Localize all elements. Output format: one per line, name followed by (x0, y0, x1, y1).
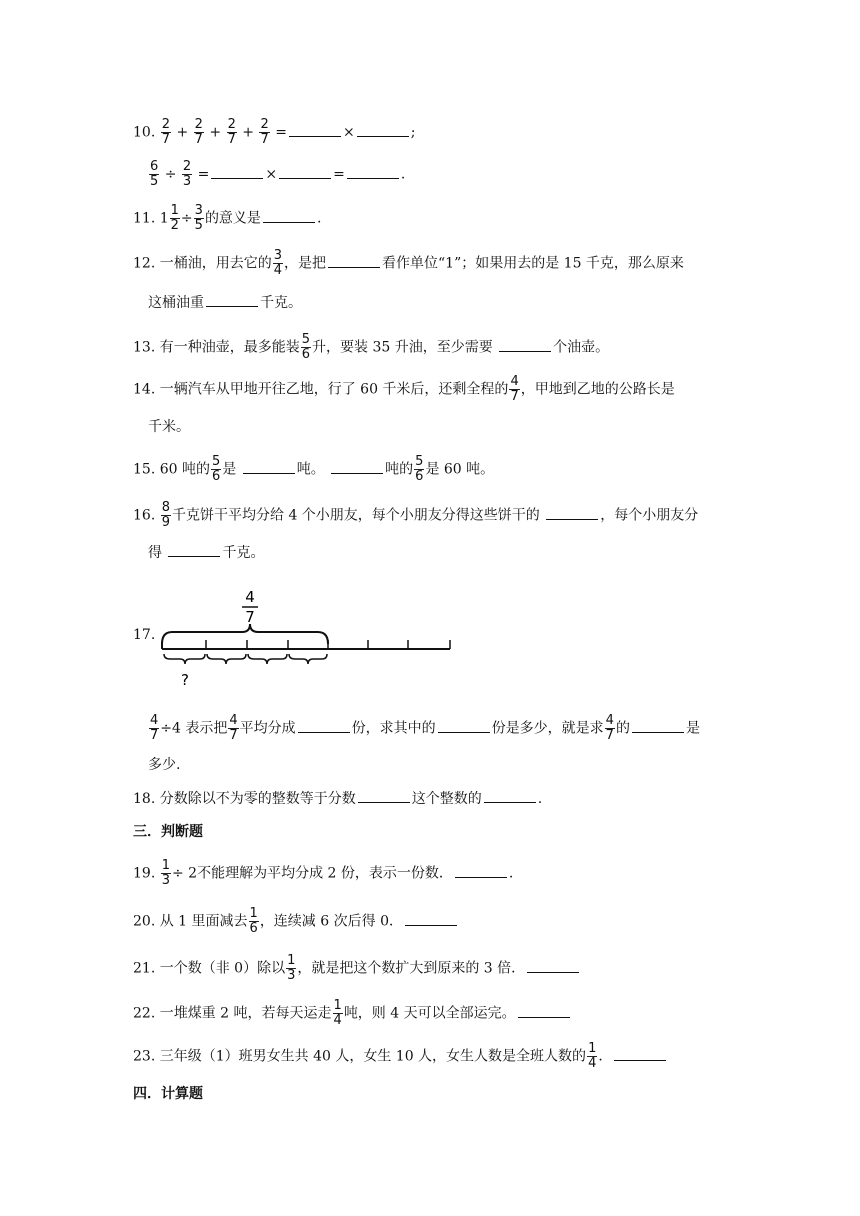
answer-blank[interactable] (347, 164, 399, 179)
fraction: $\frac{1}{4}$ (588, 1041, 597, 1071)
fraction: $\frac{2}{7}$ (260, 117, 269, 147)
answer-blank[interactable] (331, 459, 383, 474)
q17-number: 17. (133, 627, 156, 643)
answer-blank[interactable] (484, 788, 536, 803)
fraction: $\frac{4}{7}$ (510, 374, 519, 404)
q-number: 10. (133, 124, 156, 141)
fraction: $\frac{5}{6}$ (211, 454, 221, 484)
fraction: $\frac{1}{3}$ (287, 953, 296, 983)
answer-blank[interactable] (298, 718, 350, 733)
q14-line1: 14. 一辆汽车从甲地开往乙地，行了 60 千米后，还剩全程的 $\frac{4}{7}$ ，甲地到乙地的公路长是 (133, 374, 675, 404)
q19: 19. $\frac{1}{3}$ ÷ 2不能理解为平均分成 2 份，表示一份数． . (133, 858, 514, 888)
answer-blank[interactable] (357, 122, 409, 137)
q11: 11. 1 $\frac{1}{2}$ ÷ $\frac{3}{5}$ 的意义是 . (133, 203, 322, 233)
answer-blank[interactable] (206, 292, 258, 307)
answer-blank[interactable] (614, 1046, 666, 1061)
answer-blank[interactable] (263, 208, 315, 223)
answer-blank[interactable] (527, 958, 579, 973)
answer-blank[interactable] (455, 863, 507, 878)
top-brace (162, 624, 328, 644)
small-brace (164, 654, 205, 664)
answer-blank[interactable] (243, 459, 295, 474)
fraction: $\frac{4}{7}$ (229, 713, 238, 743)
segment-diagram (158, 582, 454, 692)
answer-blank[interactable] (518, 1003, 570, 1018)
q10-line2: $\frac{6}{5}$ ÷ $\frac{2}{3}$ = × = . (150, 159, 406, 189)
q21: 21. 一个数（非 0）除以 $\frac{1}{3}$ ，就是把这个数扩大到原来的 3 倍． (133, 954, 581, 983)
fraction: $\frac{5}{6}$ (415, 454, 424, 484)
answer-blank[interactable] (358, 788, 410, 803)
fraction: $\frac{2}{7}$ (194, 117, 203, 147)
fraction: $\frac{5}{6}$ (301, 332, 310, 362)
answer-blank[interactable] (328, 253, 380, 268)
fraction: $\frac{3}{4}$ (273, 248, 282, 278)
answer-blank[interactable] (438, 718, 490, 733)
q13: 13. 有一种油壶，最多能装 $\frac{5}{6}$ 升，要装 35 升油，至少需要 个油壶。 (133, 332, 610, 362)
small-brace (289, 654, 327, 664)
fraction: $\frac{6}{5}$ (150, 159, 159, 189)
q17-line1: $\frac{4}{7}$ ÷4 表示把 $\frac{4}{7}$ 平均分成 份，求其中的 份是多少，就是求 $\frac{4}{7}$ 的 是 (150, 713, 700, 743)
fraction: $\frac{2}{7}$ (227, 117, 236, 147)
q17-line2: 多少. (148, 757, 181, 773)
answer-blank[interactable] (168, 542, 220, 557)
q14-line2: 千米。 (148, 419, 190, 435)
answer-blank[interactable] (211, 164, 263, 179)
section-heading-judgment: 三．判断题 (133, 824, 203, 840)
fraction: $\frac{2}{3}$ (182, 159, 192, 189)
fraction: $\frac{4}{7}$ (150, 713, 159, 743)
q20: 20. 从 1 里面减去 $\frac{1}{6}$ ，连续减 6 次后得 0． (133, 907, 459, 936)
diagram-fraction-denominator: 7 (245, 608, 255, 626)
small-brace (248, 654, 287, 664)
small-brace (207, 654, 246, 664)
fraction: $\frac{1}{4}$ (333, 998, 342, 1028)
answer-blank[interactable] (499, 337, 551, 352)
answer-blank[interactable] (546, 505, 598, 520)
diagram-fraction-numerator: 4 (245, 588, 255, 606)
fraction: $\frac{3}{5}$ (194, 203, 203, 233)
q12-line1: 12. 一桶油，用去它的 $\frac{3}{4}$ ，是把 看作单位“1”；如果用去的是 15 千克，那么原来 (133, 248, 684, 278)
q12-line2: 这桶油重 千克。 (148, 292, 302, 313)
fraction: $\frac{2}{7}$ (161, 117, 170, 147)
fraction: $\frac{1}{3}$ (161, 858, 170, 888)
q15: 15. 60 吨的 $\frac{5}{6}$ 是 吨。 吨的 $\frac{5}{6}$ 是 60 吨。 (133, 454, 495, 484)
fraction: $\frac{4}{7}$ (605, 713, 614, 743)
answer-blank[interactable] (632, 718, 684, 733)
fraction: $\frac{1}{6}$ (249, 906, 258, 936)
answer-blank[interactable] (289, 122, 341, 137)
section-heading-calculation: 四．计算题 (133, 1086, 203, 1102)
q22: 22. 一堆煤重 2 吨，若每天运走 $\frac{1}{4}$ 吨，则 4 天可以全部运完。 (133, 999, 572, 1028)
fraction: $\frac{1}{2}$ (170, 203, 179, 233)
q16-line2: 得 千克。 (148, 542, 264, 563)
fraction: $\frac{8}{9}$ (161, 500, 170, 530)
q16-line1: 16. $\frac{8}{9}$ 千克饼干平均分给 4 个小朋友，每个小朋友分得这些饼干的 ，每个小朋友分 (133, 500, 699, 530)
answer-blank[interactable] (405, 911, 457, 926)
q10-line1: 10. $\frac{2}{7}$ + $\frac{2}{7}$ + $\frac{2}{7}$ + $\frac{2}{7}$ = × ; (133, 117, 416, 147)
diagram-question-mark: ? (181, 671, 189, 689)
q23: 23. 三年级（1）班男女生共 40 人，女生 10 人，女生人数是全班人数的 $\frac{1}{4}$ ． (133, 1042, 668, 1071)
answer-blank[interactable] (279, 164, 331, 179)
q18: 18. 分数除以不为零的整数等于分数 这个整数的 . (133, 788, 542, 809)
